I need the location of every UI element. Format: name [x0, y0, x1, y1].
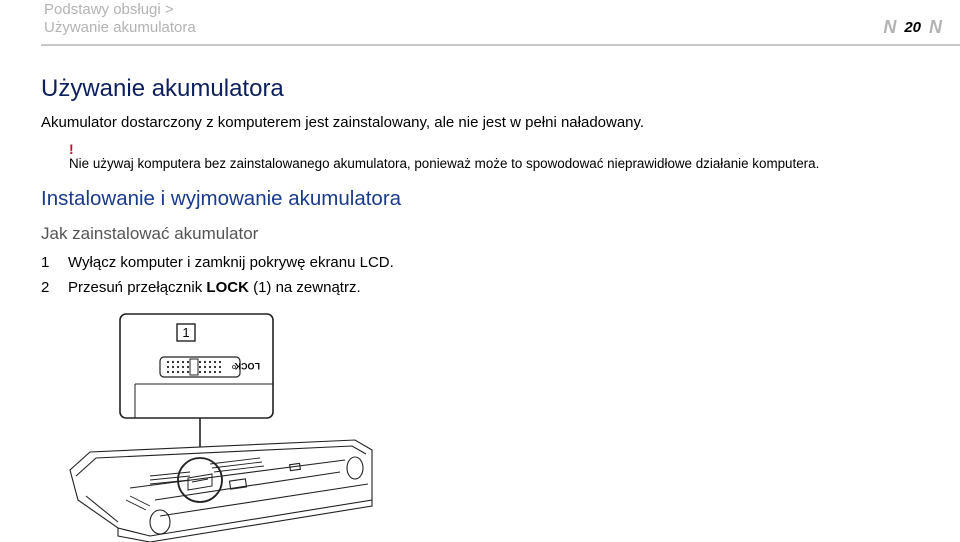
header-divider — [41, 44, 960, 46]
lock-label: LOCK — [234, 361, 260, 371]
step-text-bold: LOCK — [206, 279, 249, 296]
step-number: 2 — [41, 279, 50, 296]
step-2 — [41, 279, 361, 296]
step-text-before: Przesuń przełącznik — [68, 279, 207, 296]
step-text-after: (1) na zewnątrz. — [248, 279, 361, 296]
callout-number: 1 — [182, 325, 190, 340]
next-page-icon[interactable]: N — [929, 17, 942, 37]
step-number: 1 — [41, 254, 50, 271]
page-header — [0, 0, 960, 46]
intro-paragraph: Akumulator dostarczony z komputerem jest zainstalowany, ale nie jest w pełni naładowany. — [41, 114, 645, 131]
step-1 — [41, 254, 394, 271]
breadcrumb-current: Używanie akumulatora — [44, 19, 196, 36]
page-title: Używanie akumulatora — [41, 75, 284, 102]
subsection-title: Jak zainstalować akumulator — [41, 224, 259, 243]
step-text: Wyłącz komputer i zamknij pokrywę ekranu LCD. — [68, 254, 394, 271]
laptop-bottom — [70, 440, 372, 542]
zoom-panel — [120, 314, 273, 418]
warning-text: Nie używaj komputera bez zainstalowanego akumulatora, ponieważ może to spowodować nieprawidłowe działanie komputera. — [69, 156, 820, 171]
page-navigation — [883, 17, 942, 38]
section-title: Instalowanie i wyjmowanie akumulatora — [41, 187, 402, 210]
breadcrumb-parent[interactable]: Podstawy obsługi > — [44, 1, 174, 18]
prev-page-icon[interactable]: N — [883, 17, 897, 37]
page-number: 20 — [904, 19, 921, 36]
warning-icon: ! — [69, 141, 74, 157]
lock-switch-knob — [190, 359, 198, 375]
battery-lock-illustration — [0, 300, 960, 542]
